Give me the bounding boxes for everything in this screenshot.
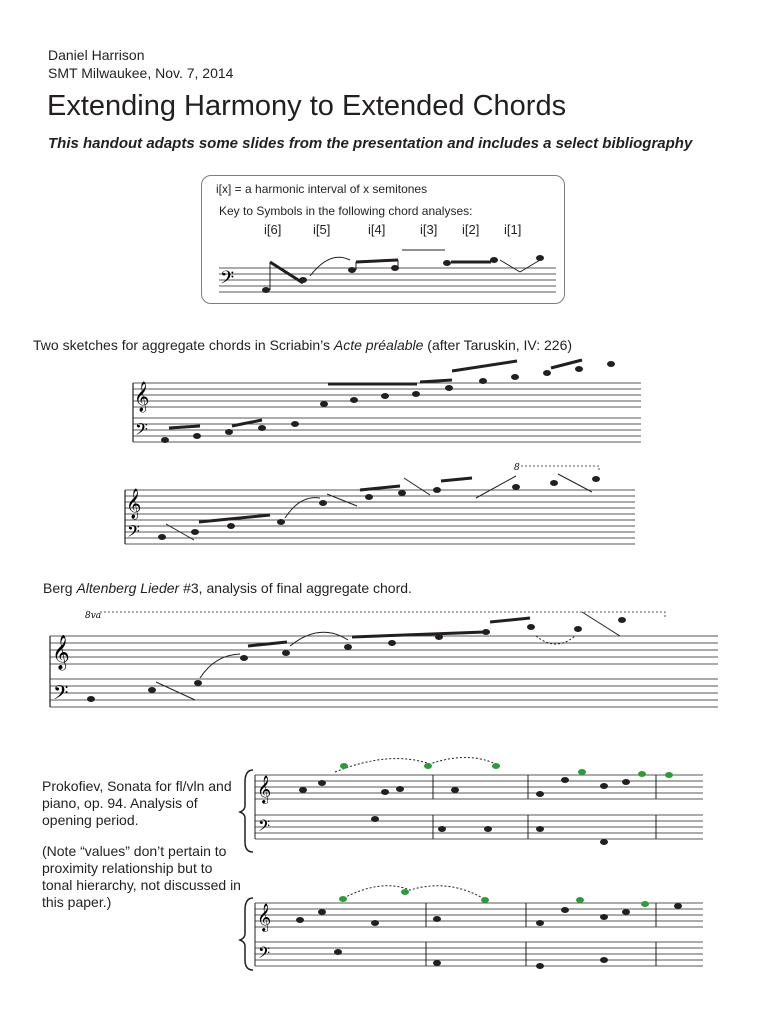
key-label: Key to Symbols in the following chord analyses: bbox=[219, 204, 473, 218]
prokofiev-treble-staff-1 bbox=[255, 775, 703, 799]
interval-label: i[2] bbox=[462, 222, 480, 237]
page-title: Extending Harmony to Extended Chords bbox=[47, 90, 567, 122]
treble-clef-icon: 𝄞 bbox=[126, 489, 142, 519]
bass-clef-icon: 𝄢 bbox=[53, 681, 69, 709]
prokofiev-treble-staff-2 bbox=[255, 903, 703, 927]
bass-clef-icon: 𝄢 bbox=[258, 817, 271, 839]
key-box-notes bbox=[262, 250, 544, 293]
barlines-2 bbox=[255, 903, 656, 966]
caption-text: Two sketches for aggregate chords in Scriabin’s bbox=[33, 337, 334, 353]
caption-text: #3, analysis of final aggregate chord. bbox=[179, 580, 412, 596]
treble-clef-icon: 𝄞 bbox=[257, 903, 272, 931]
scriabin-treble-staff-2 bbox=[125, 490, 635, 514]
treble-clef-icon: 𝄞 bbox=[134, 382, 150, 412]
prokofiev-notes-1 bbox=[299, 757, 673, 845]
scriabin-notes-2 bbox=[158, 474, 600, 540]
ottava-mark: 8va bbox=[85, 611, 102, 621]
work-title: Acte préalable bbox=[333, 337, 424, 353]
interval-definition: i[x] = a harmonic interval of x semitones bbox=[216, 182, 428, 196]
prokofiev-bass-staff-2 bbox=[255, 942, 703, 966]
prokofiev-note: (Note “values” don’t pertain to proximity relationship but to tonal hierarchy, not discussed in this paper.) bbox=[42, 843, 241, 910]
bass-clef-icon: 𝄢 bbox=[135, 419, 148, 443]
author-name: Daniel Harrison bbox=[48, 47, 145, 63]
berg-bass-staff bbox=[50, 679, 718, 707]
work-title: Altenberg Lieder bbox=[76, 580, 180, 596]
interval-label: i[5] bbox=[313, 222, 331, 237]
interval-label: i[4] bbox=[368, 222, 386, 237]
caption-text: (after Taruskin, IV: 226) bbox=[423, 337, 573, 353]
treble-clef-icon: 𝄞 bbox=[257, 775, 272, 803]
interval-label: i[6] bbox=[264, 222, 282, 237]
bass-clef-icon: 𝄢 bbox=[258, 944, 271, 966]
event-line: SMT Milwaukee, Nov. 7, 2014 bbox=[48, 65, 234, 81]
barlines-1 bbox=[255, 775, 656, 839]
caption-text: Berg bbox=[43, 580, 77, 596]
subtitle: This handout adapts some slides from the presentation and includes a select bibliography bbox=[48, 135, 693, 152]
prokofiev-bass-staff-1 bbox=[255, 815, 703, 839]
interval-label: i[3] bbox=[420, 222, 438, 237]
treble-clef-icon: 𝄞 bbox=[52, 635, 70, 670]
scriabin-notes-1 bbox=[161, 360, 615, 443]
bass-clef-icon: 𝄢 bbox=[220, 268, 235, 293]
berg-treble-staff bbox=[50, 636, 718, 664]
ottava-mark: 8 bbox=[514, 463, 520, 473]
interval-label: i[1] bbox=[504, 222, 522, 237]
scriabin-bass-staff-2 bbox=[125, 520, 635, 544]
bass-clef-icon: 𝄢 bbox=[127, 521, 140, 545]
prokofiev-caption: Prokofiev, Sonata for fl/vln and piano, op. 94. Analysis of opening period. bbox=[42, 778, 232, 828]
scriabin-bass-staff-1 bbox=[133, 418, 641, 442]
